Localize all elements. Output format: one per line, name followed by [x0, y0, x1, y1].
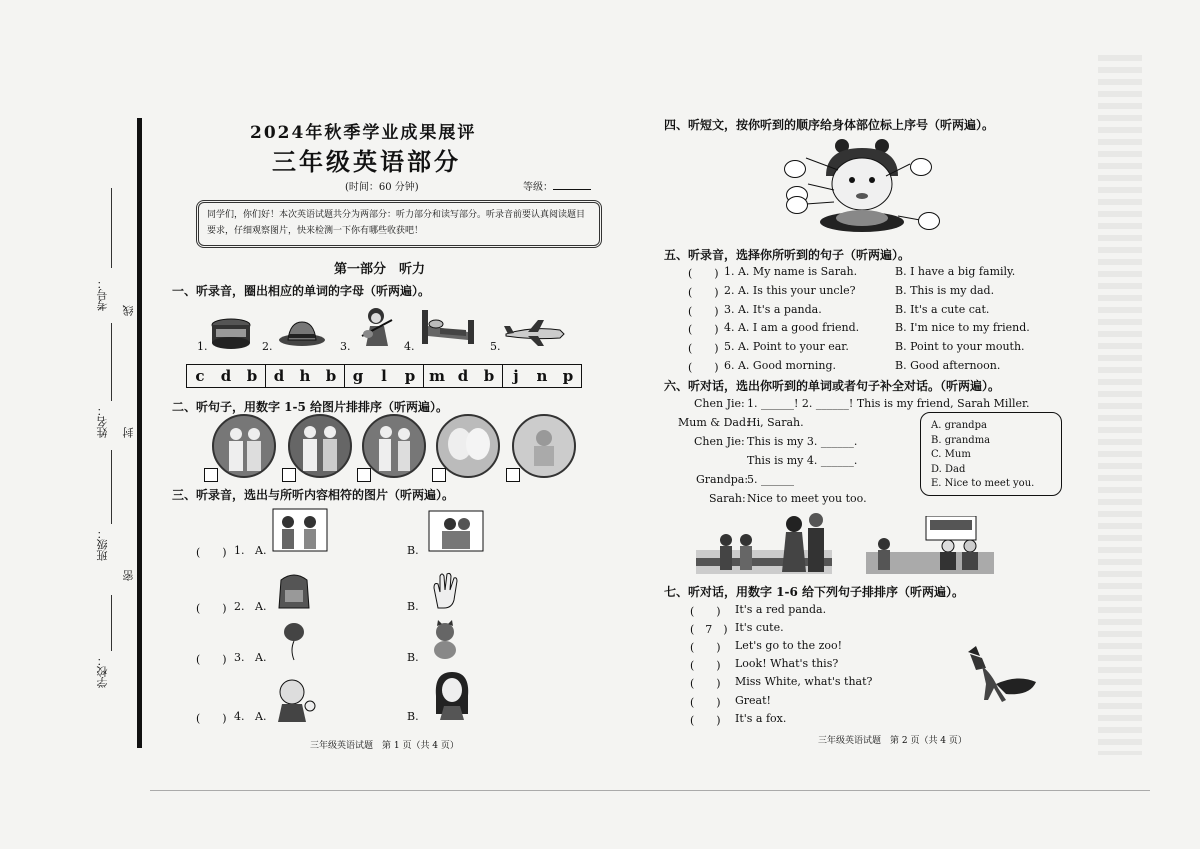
hat-picture — [278, 318, 326, 348]
item-number: 3. — [340, 340, 351, 353]
section-5-title: 五、听录音，选择你所听到的句子（听两遍）。 — [664, 248, 911, 262]
body-part-label-circle[interactable] — [786, 196, 808, 214]
page-footer-left: 三年级英语试题 第 1 页（共 4 页） — [310, 741, 459, 751]
dialog-speaker: Grandpa: — [696, 473, 749, 486]
body-part-label-circle[interactable] — [784, 160, 806, 178]
dialog-line: This is my 4. ______. — [747, 454, 858, 467]
option-b: B. I have a big family. — [895, 265, 1016, 278]
grandpa-picture — [272, 676, 318, 722]
margin-label-name: 姓名： — [96, 405, 109, 438]
item-number: 1. — [197, 340, 208, 353]
item-number: 5. — [490, 340, 501, 353]
answer-paren[interactable]: ( ) — [688, 267, 719, 280]
dialog-line: 1. ______! 2. ______! This is my friend, Sarah Miller. — [747, 397, 1030, 410]
letter-option[interactable]: d — [273, 367, 285, 385]
family-meeting-picture — [696, 510, 832, 574]
schoolbag-picture — [275, 570, 313, 610]
letter-group-2 — [266, 365, 345, 387]
item-number: 2. — [262, 340, 273, 353]
option-b: B. Good afternoon. — [895, 359, 1001, 372]
exam-subtitle: 三年级英语部分 — [272, 147, 461, 176]
letter-option[interactable]: c — [195, 367, 205, 385]
page-footer-right: 三年级英语试题 第 2 页（共 4 页） — [818, 736, 967, 746]
answer-paren[interactable]: ( ) — [690, 714, 721, 727]
order-answer-box[interactable] — [204, 468, 218, 482]
option-a: 4. A. I am a good friend. — [724, 321, 860, 334]
answer-paren[interactable]: ( ) — [690, 641, 721, 654]
answer-paren[interactable]: ( ) — [196, 712, 227, 725]
margin-label-line: 线 — [122, 305, 135, 316]
margin-label-class: 班级： — [96, 528, 109, 561]
sentence: Let's go to the zoo! — [735, 639, 843, 652]
option-b: B. This is my dad. — [895, 284, 995, 297]
sentence: It's a red panda. — [735, 603, 827, 616]
exam-title: 2024年秋季学业成果展评 — [250, 123, 477, 143]
dialog-line: This is my 3. ______. — [747, 435, 858, 448]
dialog-speaker: Chen Jie: — [694, 435, 745, 448]
binding-bar — [137, 118, 142, 748]
word-options-box — [920, 412, 1062, 496]
letter-choice-strip — [186, 364, 582, 388]
scene-picture-1 — [212, 414, 276, 478]
answer-paren[interactable]: ( ) — [690, 696, 721, 709]
margin-blank-line — [111, 323, 112, 401]
word-option: A. grandpa — [931, 420, 987, 431]
body-part-label-circle[interactable] — [910, 158, 932, 176]
answer-paren[interactable]: ( ) — [690, 605, 721, 618]
option-a: 3. A. It's a panda. — [724, 303, 822, 316]
grandma-picture — [430, 670, 474, 720]
balloon-picture — [282, 622, 306, 662]
family-photo-picture — [272, 508, 328, 552]
option-a: 6. A. Good morning. — [724, 359, 837, 372]
sentence: Miss White, what's that? — [735, 675, 873, 688]
section-4-title: 四、听短文，按你听到的顺序给身体部位标上序号（听两遍）。 — [664, 118, 995, 132]
option-b-label: B. — [407, 651, 419, 664]
margin-blank-line — [111, 188, 112, 268]
margin-label-secret: 密 — [122, 570, 135, 581]
airplane-picture — [502, 318, 566, 348]
fox-picture — [962, 644, 1038, 704]
margin-label-exam-no: 考号： — [96, 278, 109, 311]
option-b-label: B. — [407, 544, 419, 557]
margin-blank-line — [111, 595, 112, 651]
time-note: (时间：60 分钟) — [345, 182, 419, 193]
letter-option[interactable]: n — [536, 367, 548, 385]
letter-group-3 — [345, 365, 424, 387]
bed-picture — [418, 306, 478, 348]
option-a: 1. A. My name is Sarah. — [724, 265, 858, 278]
section-1-title: 一、听录音，圈出相应的单词的字母（听两遍）。 — [172, 284, 431, 298]
dialog-speaker: Chen Jie: — [694, 397, 745, 410]
option-a-label: A. — [255, 600, 267, 613]
living-room-picture — [866, 516, 994, 574]
question-number: 1. — [234, 544, 245, 557]
grade-label: 等级： — [523, 178, 591, 193]
letter-option[interactable]: b — [246, 367, 258, 385]
order-answer-box[interactable] — [357, 468, 371, 482]
margin-label-seal: 封 — [122, 427, 135, 438]
letter-option[interactable]: p — [404, 367, 416, 385]
answer-paren[interactable]: ( ) — [688, 342, 719, 355]
answer-paren[interactable]: ( 7 ) — [690, 623, 728, 636]
option-a-label: A. — [255, 651, 267, 664]
answer-paren[interactable]: ( ) — [196, 602, 227, 615]
option-a: 5. A. Point to your ear. — [724, 340, 849, 353]
dialog-line: Hi, Sarah. — [747, 416, 804, 429]
letter-option[interactable]: p — [562, 367, 574, 385]
letter-option[interactable]: g — [352, 367, 364, 385]
question-number: 4. — [234, 710, 245, 723]
instruction-box: 同学们，你们好！本次英语试题共分为两部分：听力部分和读写部分。听录音前要认真阅读题目要求，仔细观察图片，快来检测一下你有哪些收获吧！ — [196, 200, 602, 248]
letter-option[interactable]: l — [381, 367, 387, 385]
section-7-title: 七、听对话，用数字 1-6 给下列句子排排序（听两遍）。 — [664, 585, 965, 599]
sentence: Look! What's this? — [735, 657, 839, 670]
question-number: 2. — [234, 600, 245, 613]
option-b-label: B. — [407, 710, 419, 723]
scan-edge-artifact — [1098, 55, 1142, 755]
part-one-heading: 第一部分 听力 — [334, 262, 426, 277]
order-answer-box[interactable] — [432, 468, 446, 482]
margin-label-school: 学校： — [96, 655, 109, 688]
sentence: Great! — [735, 694, 771, 707]
letter-option[interactable]: b — [325, 367, 337, 385]
option-a: 2. A. Is this your uncle? — [724, 284, 856, 297]
letter-group-5 — [503, 365, 581, 387]
word-option: B. grandma — [931, 434, 991, 446]
answer-paren[interactable]: ( ) — [688, 323, 719, 336]
answer-paren[interactable]: ( ) — [688, 286, 719, 299]
answer-paren[interactable]: ( ) — [688, 305, 719, 318]
section-2-title: 二、听句子，用数字 1-5 给图片排排序（听两遍）。 — [172, 400, 449, 414]
people-picture — [428, 510, 484, 552]
option-b: B. I'm nice to my friend. — [895, 321, 1030, 334]
dialog-speaker: Sarah: — [709, 492, 746, 505]
letter-option[interactable]: m — [429, 367, 445, 385]
girl-with-guitar-picture — [358, 306, 396, 348]
dialog-line: Nice to meet you too. — [747, 492, 867, 505]
letter-option[interactable]: h — [299, 367, 311, 385]
scene-picture-3 — [362, 414, 426, 478]
letter-option[interactable]: d — [457, 367, 469, 385]
body-part-label-circle[interactable] — [918, 212, 940, 230]
margin-blank-line — [111, 450, 112, 524]
hand-picture — [430, 572, 460, 610]
option-b: B. It's a cute cat. — [895, 303, 990, 316]
letter-group-1 — [187, 365, 266, 387]
option-a-label: A. — [255, 544, 267, 557]
order-answer-box[interactable] — [506, 468, 520, 482]
answer-paren[interactable]: ( ) — [196, 653, 227, 666]
word-option: C. Mum — [931, 449, 971, 460]
answer-paren[interactable]: ( ) — [688, 361, 719, 374]
letter-option[interactable]: b — [483, 367, 495, 385]
scene-picture-5 — [512, 414, 576, 478]
option-a-label: A. — [255, 710, 267, 723]
sentence: It's a fox. — [735, 712, 787, 725]
word-option: E. Nice to meet you. — [931, 478, 1035, 489]
item-number: 4. — [404, 340, 415, 353]
dialog-speaker: Mum & Dad: — [678, 416, 750, 429]
answer-paren[interactable]: ( ) — [690, 659, 721, 672]
option-b-label: B. — [407, 600, 419, 613]
cat-picture — [430, 620, 460, 660]
order-answer-box[interactable] — [282, 468, 296, 482]
scan-bottom-edge — [150, 790, 1150, 791]
section-3-title: 三、听录音，选出与所听内容相符的图片（听两遍）。 — [172, 488, 455, 502]
section-6-title: 六、听对话，选出你听到的单词或者句子补全对话。（听两遍）。 — [664, 379, 1001, 393]
option-b: B. Point to your mouth. — [895, 340, 1025, 353]
answer-paren[interactable]: ( ) — [690, 677, 721, 690]
letter-group-4 — [424, 365, 503, 387]
dialog-line: 5. ______ — [747, 473, 794, 486]
letter-option[interactable]: j — [513, 367, 519, 385]
scene-picture-2 — [288, 414, 352, 478]
tin-can-picture — [208, 316, 254, 352]
letter-option[interactable]: d — [220, 367, 232, 385]
question-number: 3. — [234, 651, 245, 664]
answer-paren[interactable]: ( ) — [196, 546, 227, 559]
word-option: D. Dad — [931, 463, 966, 475]
sentence: It's cute. — [735, 621, 784, 634]
